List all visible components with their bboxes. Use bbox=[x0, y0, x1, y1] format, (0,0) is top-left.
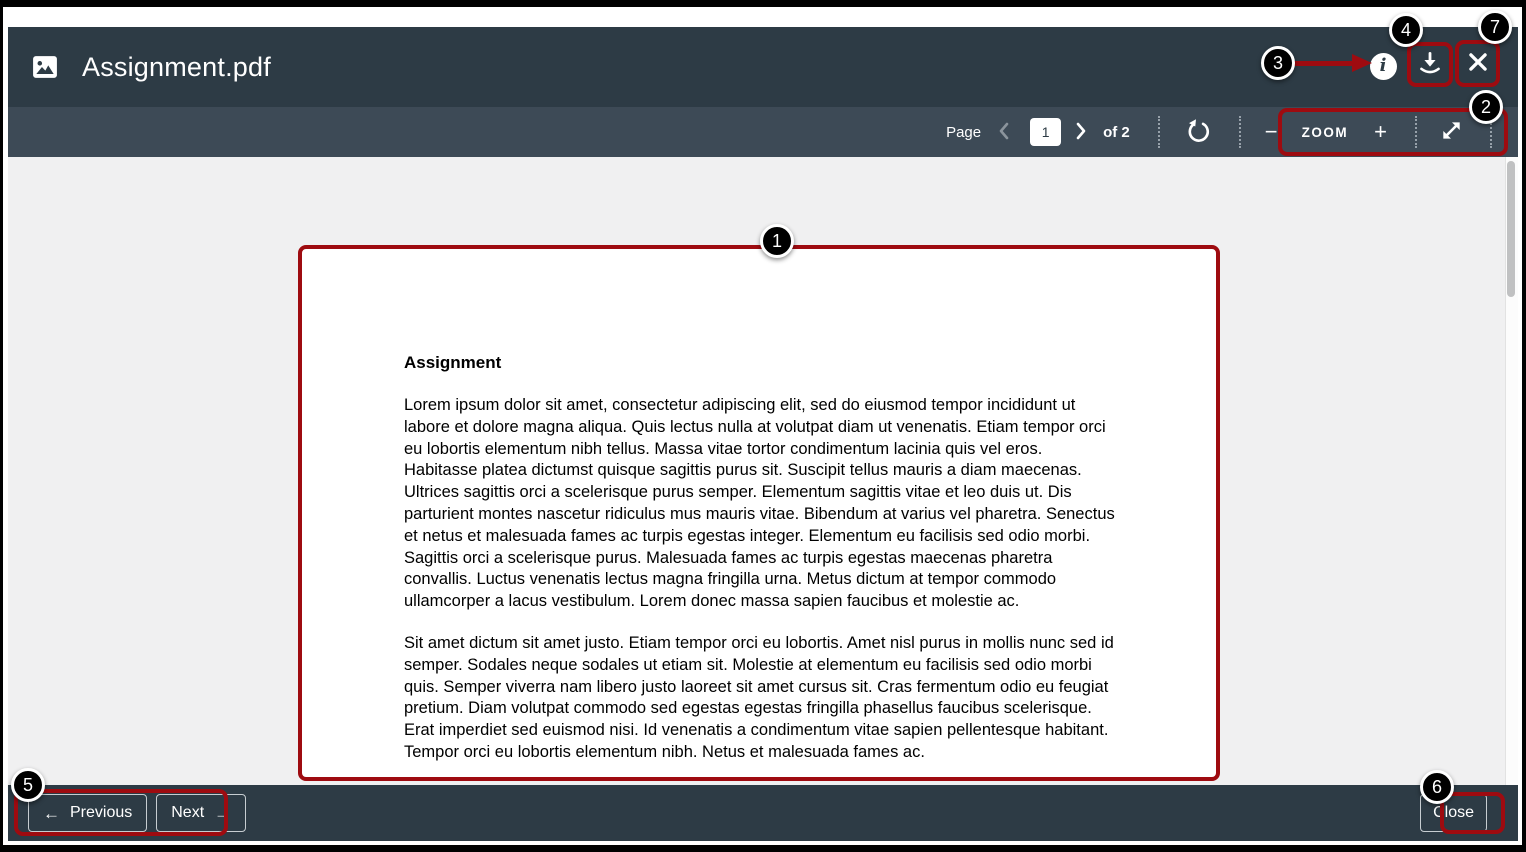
close-button[interactable] bbox=[1420, 794, 1487, 832]
callout-5: 5 bbox=[11, 768, 45, 802]
right-arrow-icon: → bbox=[214, 803, 232, 823]
file-image-icon bbox=[32, 55, 58, 79]
scrollbar-thumb[interactable] bbox=[1507, 161, 1515, 297]
callout-6: 6 bbox=[1420, 770, 1454, 804]
left-arrow-icon: ← bbox=[43, 803, 60, 823]
page-label: Page bbox=[946, 123, 982, 141]
callout-4: 4 bbox=[1389, 13, 1423, 47]
info-icon: i bbox=[1370, 53, 1397, 80]
zoom-in-button[interactable]: + bbox=[1374, 119, 1387, 144]
previous-page-button[interactable] bbox=[997, 121, 1011, 144]
pdf-page-text bbox=[302, 249, 1216, 764]
chevron-left-icon bbox=[997, 121, 1011, 144]
close-preview-button[interactable] bbox=[1455, 40, 1500, 87]
chevron-right-icon bbox=[1074, 121, 1088, 144]
file-title: Assignment.pdf bbox=[82, 51, 271, 82]
callout-1: 1 bbox=[760, 224, 794, 258]
pdf-page bbox=[298, 245, 1220, 781]
callout-2: 2 bbox=[1469, 90, 1503, 124]
document-viewport bbox=[8, 157, 1518, 785]
toolbar-divider bbox=[1158, 116, 1160, 148]
toolbar-divider bbox=[1415, 116, 1417, 148]
document-preview-modal bbox=[8, 16, 1518, 841]
pdf-toolbar bbox=[8, 107, 1518, 157]
fullscreen-button[interactable] bbox=[1439, 118, 1464, 146]
zoom-out-button[interactable]: − bbox=[1264, 119, 1278, 144]
download-button[interactable] bbox=[1407, 42, 1453, 87]
preview-header bbox=[8, 27, 1518, 107]
close-icon bbox=[1466, 50, 1490, 77]
preview-footer bbox=[8, 785, 1518, 841]
fullscreen-icon bbox=[1439, 118, 1464, 146]
toolbar-divider bbox=[1239, 116, 1241, 148]
scrollbar-track[interactable] bbox=[1505, 157, 1518, 785]
page-count-label: of 2 bbox=[1103, 123, 1130, 141]
rotate-button[interactable] bbox=[1186, 118, 1211, 146]
previous-file-button[interactable] bbox=[28, 794, 147, 832]
document-paragraph: Lorem ipsum dolor sit amet, consectetur adipiscing elit, sed do eiusmod tempor incididunt ut labore et dolore magna aliqua. Quis lectus nulla at volutpat diam ut venenatis. Etiam tempor orci eu lobortis elementum nibh tellus. Massa vitae tortor condimentum lacinia quis vel eros. Habitasse platea dictumst quisque sagittis purus sit. Suscipit tellus mauris a diam maecenas. Ultrices sagittis orci a scelerisque purus semper. Elementum sagittis vitae et leo duis ut. Dis parturient montes nascetur ridiculus mus mauris vitae. Bibendum at varius vel pharetra. Senectus et netus et malesuada fames ac turpis egestas integer. Elementum eu facilisis sed odio morbi. Sagittis orci a scelerisque purus. Malesuada fames ac turpis egestas maecenas pharetra convallis. Luctus venenatis lectus magna fringilla urna. Metus dictum at tempor commodo ullamcorper a lacus vestibulum. Lorem donec massa sapien faucibus et molestie ac. bbox=[404, 396, 1115, 611]
next-file-button[interactable] bbox=[156, 794, 246, 832]
next-label: Next bbox=[171, 804, 205, 821]
callout-7: 7 bbox=[1478, 10, 1512, 44]
document-heading: Assignment bbox=[404, 353, 502, 372]
callout-3: 3 bbox=[1261, 46, 1295, 80]
next-page-button[interactable] bbox=[1074, 121, 1088, 144]
download-icon bbox=[1415, 48, 1445, 81]
footer-nav-group bbox=[28, 794, 246, 832]
toolbar-divider bbox=[1490, 116, 1492, 148]
close-label: Close bbox=[1433, 804, 1474, 821]
previous-label: Previous bbox=[70, 804, 133, 821]
document-paragraph: Sit amet dictum sit amet justo. Etiam tempor orci eu lobortis. Amet nisl purus in mollis nunc sed id semper. Sodales neque sodales ut etiam sit. Molestie at elementum eu facilisis sed odio morbi quis. Semper viverra nam libero justo laoreet sit amet cursus sit. Cras fermentum odio eu feugiat pretium. Diam volutpat commodo sed egestas egestas fringilla phasellus faucibus scelerisque. Erat imperdiet sed euismod nisi. Id venenatis a condimentum vitae sapien pellentesque habitant. Tempor orci eu lobortis elementum nibh. Netus et malesuada fames ac. bbox=[404, 633, 1114, 761]
zoom-label: ZOOM bbox=[1301, 124, 1349, 140]
page-number-input[interactable] bbox=[1030, 118, 1061, 146]
info-button[interactable] bbox=[1368, 51, 1398, 81]
rotate-icon bbox=[1186, 118, 1211, 146]
